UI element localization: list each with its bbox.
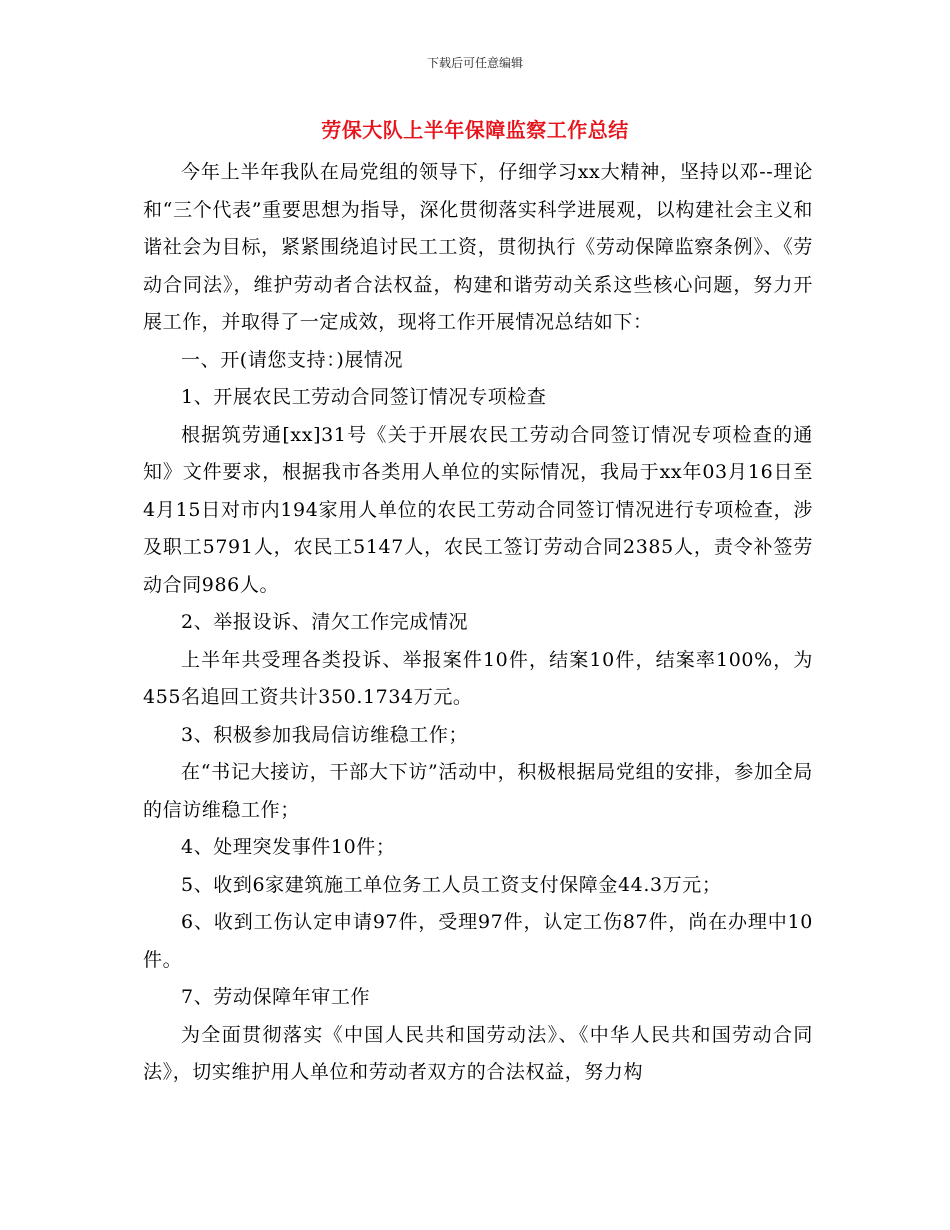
paragraph-intro: 今年上半年我队在局党组的领导下，仔细学习xx大精神，坚持以邓--理论和“三个代表”重要思想为指导，深化贯彻落实科学进展观，以构建社会主义和谐社会为目标，紧紧围绕追讨民工工资，贯彻执行《劳动保障监察条例》、《劳动合同法》，维护劳动者合法权益，构建和谐劳动关系这些核心问题，努力开展工作，并取得了一定成效，现将工作开展情况总结如下： (143, 161, 813, 333)
item-5: 5、收到6家建筑施工单位务工人员工资支付保障金44.3万元； (181, 873, 722, 896)
document-body (143, 154, 813, 1092)
document-title: 劳保大队上半年保障监察工作总结 (321, 118, 629, 142)
paragraph-item-2: 上半年共受理各类投诉、举报案件10件，结案10件，结案率100%，为455名追回工资共计350.1734万元。 (143, 648, 813, 708)
item-heading-1: 1、开展农民工劳动合同签订情况专项检查 (181, 386, 547, 408)
paragraph-item-7: 为全面贯彻落实《中国人民共和国劳动法》、《中华人民共和国劳动合同法》，切实维护用人单位和劳动者双方的合法权益，努力构 (143, 1023, 813, 1083)
section-heading: 一、开(请您支持：)展情况 (181, 348, 404, 371)
item-heading-2: 2、举报设诉、清欠工作完成情况 (181, 611, 469, 633)
header-note: 下载后可任意编辑 (426, 56, 523, 70)
item-heading-7: 7、劳动保障年审工作 (181, 986, 371, 1008)
paragraph-item-3: 在“书记大接访，干部大下访”活动中，积极根据局党组的安排，参加全局的信访维稳工作； (143, 761, 813, 821)
item-6: 6、收到工伤认定申请97件，受理97件，认定工伤87件，尚在办理中10件。 (143, 911, 813, 971)
item-4: 4、处理突发事件10件； (181, 836, 396, 858)
item-heading-3: 3、积极参加我局信访维稳工作； (181, 723, 469, 746)
paragraph-item-1: 根据筑劳通[xx]31号《关于开展农民工劳动合同签订情况专项检查的通知》文件要求，根据我市各类用人单位的实际情况，我局于xx年03月16日至4月15日对市内194家用人单位的农民工劳动合同签订情况进行专项检查，涉及职工5791人，农民工5147人，农民工签订劳动合同2385人，责令补签劳动合同986人。 (143, 423, 813, 596)
